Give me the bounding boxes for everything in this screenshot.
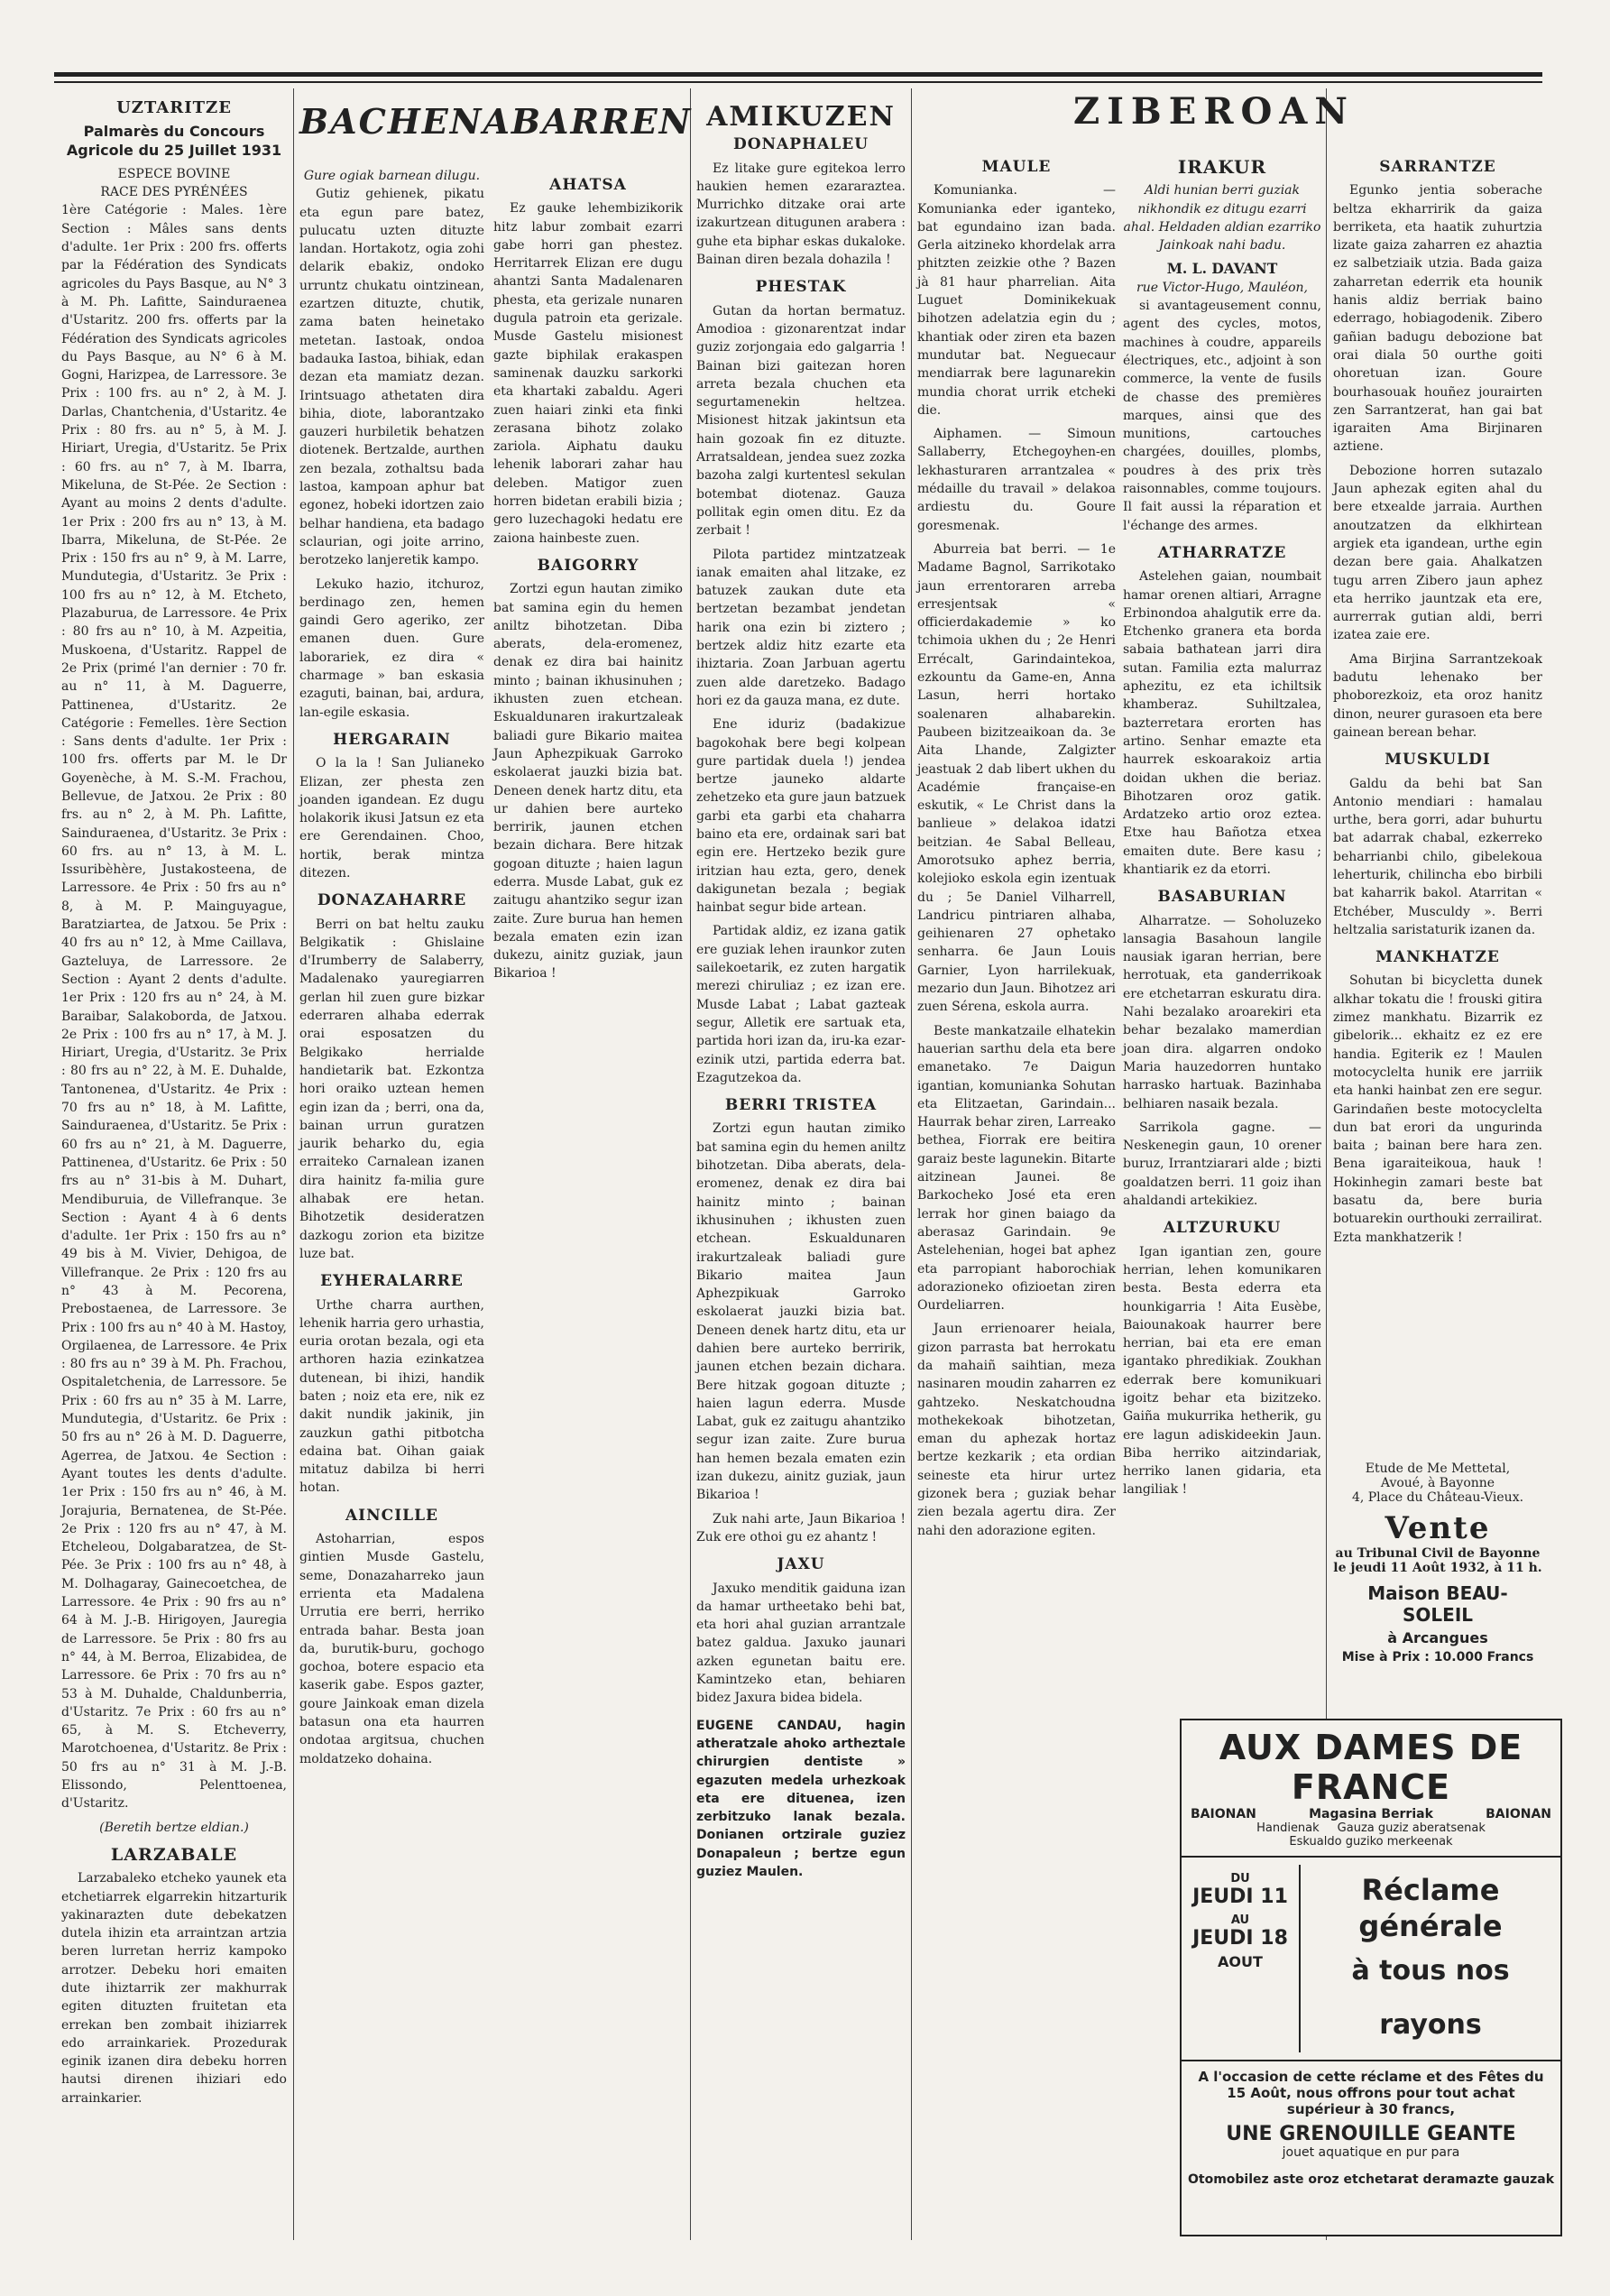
section-title: MUSKULDI	[1385, 751, 1491, 770]
city-label: BAIONAN	[1191, 1807, 1256, 1821]
city-label: BAIONAN	[1486, 1807, 1551, 1821]
notice-line: au Tribunal Civil de Bayonne	[1335, 1546, 1541, 1561]
article-body: Partidak aldiz, ez izana gatik ere guziak lehen iraunkor zuten sailekoetarik, ez zuten hargatik merezi chiruliaz ; ez izan ere. Musde Labat ; Labat gazteak segur, Alletik ere sartuak eta, partida hori izan da, iru-ka ezar-ezinik utzi, partida ederra bat. Ezagutzekoa da.	[696, 924, 906, 1085]
article-body: Aiphamen. — Simoun Sallaberry, Etchegoyhen-en lekhasturaren arrantzalea « médaille du travail » delakoa ardiestu du. Goure goresmenak.	[917, 427, 1116, 533]
section-title: PHESTAK	[755, 278, 847, 297]
article-body: Galdu da behi bat San Antonio mendiari : hamalau urthe, bera gorri, adar buhurtu bat adarrak chabal, ezkerreko beharrianbi chilo, gibelekoua leherturik, chilincha ebo birbili bat kaharrik bakol. Atarritan « Etchéber, Musculdy ». Berri heltzalia saristaturik izanen da.	[1333, 776, 1542, 937]
section-title: DONAZAHARRE	[317, 891, 467, 910]
section-title: BASABURIAN	[1157, 888, 1287, 907]
notice-line: Etude de Me Mettetal,	[1365, 1462, 1511, 1476]
article-body: Alharratze. — Soholuzeko lansagia Basahoun langile nausiak igaran herrian, bere herrotuak, eta ganderrikoak ere etchetarran eskuratu dira. Nahi bezalako aroarekiri eta behar bezalako mamerdian joan dira. algarren ondoko Maria hauzedorren huntako harrasko hartuak. Bazinhaba belhiaren nasaik bezala.	[1123, 913, 1321, 1111]
article-body: Gutan da hortan bermatuz. Amodioa : gizonarentzat indar guziz zorjongaia edo galgarria ! Bainan bizi gaitezan horen arreta bezala chuchen eta segurtamenekin heltzea. Misionest hitzak jakintsun eta hain gozoak fin ez dituzte. Arratsaldean, jendea suez zozka bazoha zalgi kurtentesl sekulan botembat diotenaz. Gauza pollitak egin omen ditu. Ez da zerbait !	[696, 303, 906, 539]
date-to: JEUDI 18	[1192, 1927, 1288, 1950]
gift-title: UNE GRENOUILLE GEANTE	[1226, 2123, 1516, 2145]
notice-line: 4, Place du Château-Vieux.	[1351, 1490, 1524, 1505]
article-body: Zortzi egun hautan zimiko bat samina egin du hemen aniltz bihotzetan. Diba aberats, dela-eromenez, denak ez dira bai hainitz minto ; bainan ikhusinuhen ; ikhusten zuen etchean. Eskualdunaren irakurtzaleak baliadi gure Bikario maitea Jaun Aphezpikuak Garroko eskolaerat jauzki bizia bat. Deneen denek hartz ditu, eta ur dahien bere aurteko berririk, jaunen etchen bezain dichara. Bere hitzak gogoan dituzte ; haien lagun ederra. Musde Labat, guk ez zaitugu ahantziko segur izan zaite. Zure burua han hemen bezala ematen ezin izan dukezu, ainitz guziak, jaun Bikarioa !	[493, 582, 683, 982]
article-body: Egunko jentia soberache beltza ekharririk da gaiza berriketa, eta haatik zuhurtzia lizate gaiza zaharren ez ahaztia ez salbetziaik utzia. Bada gaiza zaharretan ederrik eta hounik hanis aldiz berriak baino ederrago, hobiagodenik. Zibero gañian badugu debozione bat orai diala 50 ourthe goiti ohoretuan izan. Goure bourhasouak houñez jourairten zen Sarrantzerat, han gai bat igaraiten Ama Birjinaren aztiene.	[1333, 183, 1542, 455]
article-body: Sarrikola gagne. — Neskenegin gaun, 10 orener buruz, Irrantziarari alde ; bizti goaldatzen berri. 11 goiz ihan ahaldandi artekikiez.	[1123, 1120, 1321, 1209]
article-body: Beste mankatzaile elhatekin hauerian sarthu dela eta bere emanetako. 7e Daigun igantian, komunianka Sohutan eta Elitzaetan, Garindain... Haurrak behar ziren, Larreako bethea, Fiorrak ere beitira garaiz beste lagunekin. Bitarte aitzinean Jaunei. 8e Barkocheko José eta eren lerrak hor ginen baiago da aberasaz Garindain. 9e Astelehenian, hogei bat aphez eta parropiant haborochiak adorazioneko ofizioetan ziren Ourdeliarren.	[917, 1023, 1116, 1314]
gift-subtitle: jouet aquatique en pur para	[1282, 2145, 1460, 2160]
date-label: AU	[1230, 1913, 1250, 1927]
article-body: Zuk nahi arte, Jaun Bikarioa ! Zuk ere othoi gu ez ahantz !	[696, 1511, 906, 1544]
article-body: O la la ! San Julianeko Elizan, zer phesta zen joanden igandean. Ez dugu holakorik ikusi Jatsun ez eta ere Gerendainen. Choo, hortik, berak mintza ditezen.	[299, 756, 484, 881]
continued-note: (Beretih bertze eldian.)	[99, 1820, 249, 1835]
notice-line: Avoué, à Bayonne	[1380, 1476, 1495, 1490]
section-title: BERRI TRISTEA	[724, 1096, 878, 1115]
property-name: Maison BEAU-SOLEIL	[1367, 1582, 1508, 1626]
section-title: MAULE	[981, 158, 1052, 176]
column-uztaritze	[61, 90, 287, 2237]
article-body: Sohutan bi bicycletta dunek alkhar tokatu die ! frouski gitira zimez mankhatu. Bizarrik ez gibelorik... ekhaitz ez ez ere handia. Egiterik ez ! Maulen motocyclelta hunik ere jarriik eta hanki hainbat zen ere segur. Garindañen beste motocyclelta dun bat erori da ungurinda baita ; bainan bere hara zen. Bena igaraiteikoua, hauk ! Hokinhegin zamari beste bat basatu da, bere buria botuarekin ourthouki zerrailirat. Ezta mankhatzerik !	[1333, 973, 1542, 1245]
store-tagline: Gauza guziz aberatsenak	[1337, 1821, 1486, 1835]
store-name: AUX DAMES DE FRANCE	[1219, 1728, 1523, 1807]
top-rule-thin	[54, 81, 1542, 83]
article-body: Zortzi egun hautan zimiko bat samina egin du hemen aniltz bihotzetan. Diba aberats, dela-eromenez, denak ez dira bai hainitz minto ; bainan ikhusinuhen ; ikhusten zuen etchean. Eskualdunaren irakurtzaleak baliadi gure Bikario maitea Jaun Aphezpikuak Garroko eskolaerat jauzki bizia bat. Deneen denek hartz ditu, eta ur dahien bere aurteko berririk, jaunen etchen bezain dichara. Bere hitzak gogoan dituzte ; haien lagun ederra. Musde Labat, guk ez zaitugu ahantziko segur izan zaite. Zure burua han hemen bezala ematen ezin izan dukezu, ainitz guziak, jaun Bikarioa !	[696, 1121, 906, 1503]
article-body: 1ère Catégorie : Males. 1ère Section : Mâles sans dents d'adulte. 1er Prix : 200 frs. offerts par la Fédération des Syndicats agricoles du Pays Basque, au N° 3 à M. Ph. Lafitte, Sainduraenea d'Ustaritz. 200 frs. offerts par la Fédération des Syndicats agricoles du Pays Basque, au N° 6 à M. Gogni, Harizpea, de Larressore. 3e Prix : 100 frs. au n° 2, à M. J. Darlas, Chantchenia, d'Ustaritz. 4e Prix : 80 frs. au n° 5, à M. J. Hiriart, Uregia, d'Ustaritz. 5e Prix : 60 frs. au n° 7, à M. Ibarra, Mikeluna, de St-Pée. 2e Section : Ayant au moins 2 dents d'adulte. 1er Prix : 200 frs au n° 13, à M. Ibarra, Mikeluna, de St-Pée. 2e Prix : 150 frs au n° 9, à M. Larre, Mundutegia, d'Ustaritz. 3e Prix : 100 frs au n° 12, à M. Etcheto, Plazaburua, de Larressore. 4e Prix : 80 frs au n° 10, à M. Azpeitia, Muskoena, d'Ustaritz. Rappel de 2e Prix (primé l'an dernier : 70 fr. au n° 11, à M. Daguerre, Pattinenea, d'Ustaritz. 2e Catégorie : Femelles. 1ère Section : Sans dents d'adulte. 1er Prix : 100 frs. offerts par M. le Dr Goyenèche, à M. S.-M. Frachou, Bellevue, de Jatxou. 2e Prix : 80 frs. au n° 2, à M. Ph. Lafitte, Sainduraenea, d'Ustaritz. 3e Prix : 60 frs. au n° 13, à M. L. Issuribèhère, Justakosteena, de Larressore. 4e Prix : 50 frs au n° 8, à M. P. Mainguyague, Baratziartea, de Jatxou. 5e Prix : 40 frs au n° 12, à Mme Caillava, Gazteluya, de Larressore. 2e Section : Ayant 2 dents d'adulte. 1er Prix : 120 frs au n° 24, à M. Baraibar, Salakoborda, de Jatxou. 2e Prix : 100 frs au n° 17, à M. J. Hiriart, Uregia, d'Ustaritz. 3e Prix : 80 frs au n° 22, à M. E. Duhalde, Tantonenea, d'Ustaritz. 4e Prix : 70 frs au n° 18, à M. Lafitte, Sainduraenea, d'Ustaritz. 5e Prix : 60 frs au n° 21, à M. Daguerre, Pattinenea, d'Ustaritz. 6e Prix : 50 frs au n° 31-bis à M. Duhart, Mendiburuia, de Villefranque. 3e Section : Ayant 4 à 6 dents d'adulte. 1er Prix : 150 frs au n° 49 bis à M. Vivier, Dehigoa, de Villefranque. 2e Prix : 120 frs au n° 43 à M. Pecorena, Prebostaenea, de Larressore. 3e Prix : 100 frs au n° 40 à M. Hastoy, Orgilaenea, de Larressore. 4e Prix : 80 frs au n° 39 à M. Ph. Frachou, Ospitaletchenia, de Larressore. 5e Prix : 60 frs au n° 35 à M. Larre, Mundutegia, d'Ustaritz. 6e Prix : 50 frs au n° 26 à M. D. Daguerre, Agerrea, de Jatxou. 4e Section : Ayant toutes les dents d'adulte. 1er Prix : 150 frs au n° 46, à M. Jorajuria, Bernatenea, de St-Pée. 2e Prix : 120 frs au n° 47, à M. Etcheleou, Dolgabaratzea, de St-Pée. 3e Prix : 100 frs au n° 48, à M. Dolhagaray, Gainecoetchea, de Larressore. 4e Prix : 90 frs au n° 64 à M. J.-B. Hirigoyen, Jauregia de Larressore. 5e Prix : 80 frs au n° 44, à M. Berroa, Elizabidea, de Larressore. 6e Prix : 70 frs au n° 53 à M. Duhalde, Chaldunberria, d'Ustaritz. 7e Prix : 60 frs au n° 65, à M. S. Etcheverry, Marotchoenea, d'Ustaritz. 8e Prix : 50 frs au n° 31 à M. J.-B. Elissondo, Pelenttoenea, d'Ustaritz.	[61, 203, 287, 1812]
article-body: Ez gauke lehembizikorik hitz labur zombait ezarri gabe horri gan phestez. Herritarrek Elizan ere dugu ahantzi Santa Madalenaren phesta, eta gerizale nunaren dugula patroin eta gerizale. Musde Gastelu misionest gazte biphilak erakaspen saminenak dauzku sarkorki eta khartaki zabaldu. Ageri zuen haiari zinki eta finki zerasana bihotz zolako zariola. Aiphatu dauku lehenik laborari zahar hau deleben. Matigor zuen horren bidetan erabili bizia ; gero luzechagoki hedatu ere zaiona hainbeste zuen.	[493, 201, 683, 546]
intro-heading: Gure ogiak barnean dilugu.	[303, 169, 481, 183]
headline: Palmarès du Concours Agricole du 25 Juillet 1931	[66, 123, 282, 159]
top-rule	[54, 72, 1542, 77]
section-title: AINCILLE	[345, 1506, 439, 1525]
date-month: AOUT	[1218, 1953, 1263, 1970]
column-amikuzen	[696, 101, 906, 2255]
article-body: Jaun errienoarer heiala, gizon parrasta bat herrokatu da mahaiñ saihtian, meza nasinaren moudin zaharren ez gahtzeko. Neskatchoudna mothekekoak bihotzetan, eman du aphezak hortaz bertze kezkarik ; eta ordian seineste eta hirur urtez gizonek bera ; guziak behar zien bezala agertu dira. Zer nahi den adorazione egiten.	[917, 1322, 1116, 1538]
article-body: Berri on bat heltu zauku Belgikatik : Ghislaine d'Irumberry de Salaberry, Madalenako yauregiarren gerlan hil zuen gure bizkar ederraren alhaba ederrak orai esposatzen du Belgikako herrialde handietarik bat. Ezkontza hori oraiko uztean hemen egin izan da ; berri, ona da, bainan urrun guratzen jaurik beharko du, egia erraiteko Carnalean izanen dira hainitz fa-milia gure alhabak ere hetan. Bihotzetik desideratzen dazkogu zorion eta bizitze luze bat.	[299, 917, 484, 1261]
section-title: HERGARAIN	[333, 730, 451, 749]
merchant-name: M. L. DAVANT	[1166, 260, 1278, 278]
property-price: Mise à Prix : 10.000 Francs	[1341, 1650, 1534, 1664]
section-title: BAIGORRY	[537, 556, 639, 575]
section-title: ATHARRATZE	[1157, 543, 1287, 562]
article-body: Debozione horren sutazalo Jaun aphezak egiten ahal du bere etxealde jarraia. Aurthen anoutzatzen da elkhirtean argiek eta igandean, urthe egin dezan bere gaia. Ahalkatzen tugu arren Zibero jaun aphez eta herriko jauntzak eta ere, aurrerrak gutian aldi, berri izatea zaie ere.	[1333, 463, 1542, 643]
offer-text: A l'occasion de cette réclame et des Fêtes du 15 Août, nous offrons pour tout achat supérieur à 30 francs,	[1198, 2069, 1544, 2117]
legal-notice	[1333, 1462, 1542, 1664]
column-ziberoan-right	[1123, 149, 1321, 1498]
article-body: Astoharrian, espos gintien Musde Gastelu, seme, Donazaharreko jaun errienta eta Madalena Urrutia ere berri, herriko entrada bahar. Besta joan da, burutik-buru, gochogo gochoa, botere espacio eta kaserik gabe. Espos gazter, goure Jainkoak eman dizela batasun ona eta haurren ondotaa argitsua, chuchen moldatzeko dohaina.	[299, 1532, 484, 1766]
column-ziberoan-left	[917, 149, 1116, 2296]
property-location: à Arcangues	[1387, 1629, 1488, 1646]
section-title: AHATSA	[549, 176, 627, 194]
notice: Aldi hunian berri guziak nikhondik ez ditugu ezarri ahal. Heldaden aldian ezarriko Jainkoak nahi badu.	[1123, 183, 1321, 254]
vente-title: Vente	[1385, 1510, 1491, 1546]
section-title: SARRANTZE	[1379, 158, 1496, 176]
article-body: Ene iduriz (badakizue bagokohak bere begi kolpean gure partidak duela !) jendea bertze jauneko aldarte zehetzeko eta gure jaun batzuek garbi eta garbi eta chaharra baino eta ere, ordainak sari bat egin ere. Hertzeko bezik gure iritzian hau ezta, gero, denek dakigunetan bezala ; begiak hainbat segur bide artean.	[696, 717, 906, 916]
article-body: Ez litake gure egitekoa lerro haukien hemen ezararaztea. Murrichko ditzake orai arte izakurtzean ditugunen arabera : guhe eta biphar eskas dukaloke. Bainan diren bezala dohazila !	[696, 161, 906, 268]
article-body: Aburreia bat berri. — 1e Madame Bagnol, Sarrikotako jaun errentoraren arreba erresjentsak « officierdakademie » ko tchimoia ukhen du ; 2e Henri Errécalt, Garindaintekoa, ezkountu da Game-en, Anna Lasun, herri hortako soalenaren alhabarekin. Paubeen bizitzeaikoan da. 3e Aita Lhande, Zalgizter jeastuak 2 dab libert ukhen du Académie française-en eskutik, « Le Christ dans la banlieue » delakoa idatzi beitzian. 4e Sabal Belleau, Amorotsuko aphez berria, kolejioko eskola egin izentuak du ; 5e Daniel Vilharrell, Landricu pintriaren alhaba, geihienaren 27 ophetako senharra. 6e Jaun Louis Garnier, Lyon harrilekuak, mezario dun Jaun. Bihotzez ari zuen Sérena, eskola aurra.	[917, 541, 1116, 1015]
column-separator	[690, 88, 691, 2240]
subhead: RACE DES PYRÉNÉES	[100, 185, 248, 200]
promo-title: Réclame générale	[1358, 1873, 1503, 1943]
article-body: Komunianka. — Komunianka eder iganteko, bat egundaino izan bada. Gerla aitzineko khordelak arra phitzten zeizkie othe ? Bazen jà 81 haur pharrelian. Aita Luguet Dominikekuak bihotzen adelatzia egin du ; khantiak oder ziren eta bazen mundutar bat. Neguecaur mendiarrak bere lagunarekin mundia chorat urrik etcheki die.	[917, 183, 1116, 418]
article-body: Lekuko hazio, itchuroz, berdinago zen, hemen gaindi Gero ageriko, zer emanen duen. Gure laborariek, ez dira « charmage » ban eskasia ezaguti, bainan, bai, ardura, lan-egile eskasia.	[299, 576, 484, 720]
section-title: IRAKUR	[1177, 156, 1267, 178]
section-title: LARZABALE	[110, 1844, 238, 1865]
article-body: Igan igantian zen, goure herrian, lehen komunikaren besta. Besta ederra eta hounkigarria ! Aita Eusèbe, Baiounakoak haurrer bere herrian, bai eta ere eman igantako phredikiak. Zoukhan ederrak bere komunikuari igoitz behar eta bizitzeko. Gaiña mukurrika hetherik, gu ere lagun adiskideekin Jaun. Biba herriko aitzindariak, herriko lanen gidaria, eta langiliak !	[1123, 1244, 1321, 1498]
article-body: Larzabaleko etcheko yaunek eta etchetiarrek elgarrekin hitzarturik yakinarazten dute debekatzen dutela ihizin eta arraintzan artzia beren lurretan herriz kampoko arrotzer. Debeku hori emaiten dute ihiztarrik zer makhurrak egiten dituzten fruitetan eta errekan ben zombait ihiziarrek edo arrainkariek. Prozedurak eginik izanen dira debeku horren hautsi direnen ihiziari edo arrainkarier.	[61, 1871, 287, 2106]
masthead: ZIBEROAN	[1073, 90, 1355, 133]
date-label: DU	[1230, 1872, 1250, 1886]
store-advert	[1180, 1719, 1562, 2236]
column-sarrantze	[1333, 149, 1542, 1245]
masthead: AMIKUZEN	[706, 101, 896, 133]
article-body: Pilota partidez mintzatzeak ianak emaiten ahal litzake, ez batuzek zaukan dute eta bertzetan bezambat jendetan harik ona ezin bi ziztero ; bertzek aldiz hitz ezarte eta ihiztaria. Zoan Jarbuan agertu zuen alde daretzeko. Badago hori ez da gauza mana, ez dute.	[696, 547, 906, 708]
column-separator	[293, 88, 294, 2240]
store-tagline: Eskualdo guziko merkeenak	[1289, 1835, 1453, 1849]
masthead: BACHENABARREN	[299, 101, 693, 142]
section-title: MANKHATZE	[1375, 948, 1500, 967]
article-body: Urthe charra aurthen, lehenik harria gero urhastia, euria orotan bezala, ogi eta arthoren hazia ezinkatzea dutenean, bi ihizi, handik baten ; noiz eta ere, nik ez dakit nundik jakinik, jin zauzkun gathi pitbotcha edaina bat. Oihan gaiak mitatuz dabilza bi herri hotan.	[299, 1297, 484, 1496]
section-title: UZTARITZE	[116, 98, 232, 117]
section-title: DONAPHALEU	[732, 135, 869, 154]
column-separator	[911, 88, 912, 2240]
section-title: ALTZURUKU	[1163, 1219, 1282, 1238]
article-body: Astelehen gaian, noumbait hamar orenen altiari, Arragne Erbinondoa ahalgutik erre da. Etchenko granera eta borda sabaia bathatean jarri dira sutan. Familia ezta malurraz aphezitu, ez eta ichiltsik khamberaz. Suhiltzalea, bazterretara erorten has artino. Senhar emazte eta haurrek eskoarakoiz artia doidan ukhen die beriaz. Bihotzaren oroz gatik. Ardatzeko artio oroz eztea. Etxe hau Bañotza etxea emaiten dute. Bere kasu ; khantiarik ez da etorri.	[1123, 569, 1321, 877]
promo-subtitle: à tous nos rayons	[1351, 1955, 1510, 2041]
notice-line: le jeudi 11 Août 1932, à 11 h.	[1333, 1561, 1542, 1575]
article-body: Ama Birjina Sarrantzekoak badutu lehenako ber phoborezkoiz, eta oroz hanitz dinon, neurer gurasoen eta bere gainean berean behar.	[1333, 651, 1542, 740]
store-tagline: Handienak	[1256, 1821, 1320, 1835]
column-bachenabarren	[299, 101, 693, 2260]
dentist-ad: EUGENE CANDAU, hagin atheratzale ahoko artheztale chirurgien dentiste » egazuten medela urhezkoak eta ere dituenea, izen zerbitzuko lanak bezala. Donianen ortzirale guziez Donapaleun ; bertze egun guziez Maulen.	[696, 1718, 906, 1880]
date-from: JEUDI 11	[1192, 1886, 1288, 1908]
article-body: Gutiz gehienek, pikatu eta egun pare batez, pulucatu uzten dituzte landan. Hortakotz, ogia zohi delarik ebakiz, ondoko urruntz chukatu ointzinean, ezartzen dituzte, chutik, zama baten heinetako metetan. Iastoak, ondoa badauka Iastoa, bihiak, edan dezan eta mamiatz dezan. Irintsuago athetaten dira bihia, diote, laborantzako gauzeri hurbiletik behatzen diotenek. Bertzalde, aurthen zen bezala, zothaltsu bada lastoa, kampoan aphur bat egonez, hobeki idortzen zaio belhar handiena, eta badago sclaurian, ogi joite arrino, berotzeko lanjeretik kampo.	[299, 187, 484, 568]
subhead: ESPECE BOVINE	[117, 166, 231, 181]
article-body: si avantageusement connu, agent des cycles, motos, machines à coudre, appareils électriques, etc., adjoint à son commerce, la vente de fusils de chasse des premières marques, ainsi que des munitions, cartouches chargées, douilles, plombs, poudres à des prix très raisonnables, comme toujours. Il fait aussi la réparation et l'échange des armes.	[1123, 299, 1321, 533]
section-title: EYHERALARRE	[320, 1272, 464, 1291]
merchant-address: rue Victor-Hugo, Mauléon,	[1136, 280, 1308, 295]
section-title: JAXU	[777, 1555, 825, 1574]
article-body: Jaxuko menditik gaiduna izan da hamar urtheetako behi bat, eta hori ahal guzian arrantzale batez galdua. Jaxuko jaunari azken egunetan baitu ere. Kamintzeko etan, behiaren bidez Jaxura bidea bidela.	[696, 1581, 906, 1706]
advert-footer: Otomobilez aste oroz etchetarat deramazte gauzak	[1187, 2172, 1555, 2187]
store-tagline: Magasina Berriak	[1309, 1807, 1433, 1821]
